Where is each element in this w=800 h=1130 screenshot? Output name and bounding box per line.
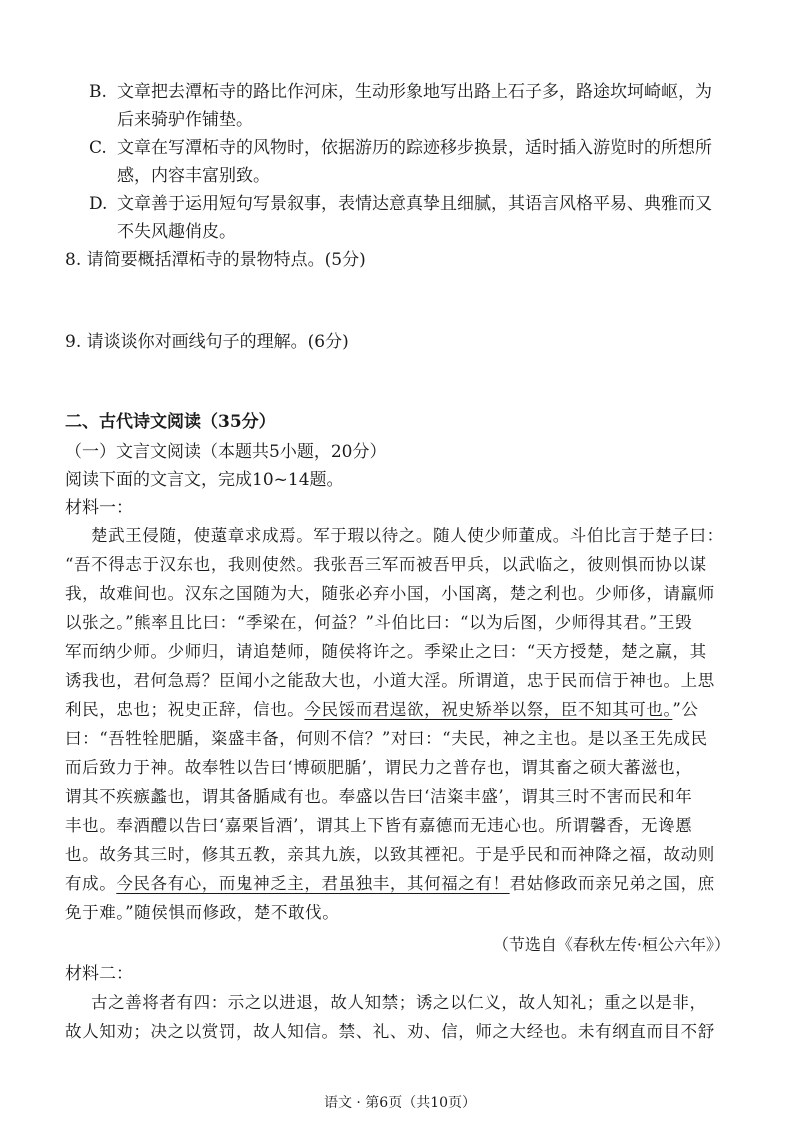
passage-text: ”公 xyxy=(672,700,699,719)
passage-line xyxy=(65,698,699,722)
underlined-sentence-2: 今民各有心，而鬼神乏主，君虽独丰，其何福之有！ xyxy=(116,874,510,893)
passage-line: 诱我也，君何急焉？臣闻小之能敌大也，小道大淫。所谓道，忠于民而信于神也。上思 xyxy=(65,671,715,690)
page-footer: 语文 · 第6页（共10页） xyxy=(323,1095,477,1111)
section-2-subsection: （一）文言文阅读（本题共5小题，20分） xyxy=(65,442,387,462)
option-c-line2: 感，内容丰富别致。 xyxy=(117,166,270,186)
question-9: 9. 请谈谈你对画线句子的理解。(6分) xyxy=(65,332,349,352)
passage-line: 楚武王侵随，使薳章求成焉。军于瑕以待之。随人使少师董成。斗伯比言于楚子曰： xyxy=(91,526,724,545)
source-citation: （节选自《春秋左传·桓公六年》） xyxy=(492,935,730,954)
passage-line: 而后致力于神。故奉牲以告曰‘博硕肥腯’，谓民力之普存也，谓其畜之硕大蕃滋也， xyxy=(65,758,693,777)
option-d-line2: 不失风趣俏皮。 xyxy=(117,222,236,242)
material-1-label: 材料一： xyxy=(65,498,133,518)
question-8: 8. 请简要概括潭柘寺的景物特点。(5分) xyxy=(65,250,366,270)
passage-line: 丰也。奉酒醴以告曰‘嘉栗旨酒’，谓其上下皆有嘉德而无违心也。所谓馨香，无谗慝 xyxy=(65,816,693,835)
passage-text: 君姑修政而亲兄弟之国，庶 xyxy=(509,874,715,893)
reading-instruction: 阅读下面的文言文，完成10~14题。 xyxy=(65,470,344,490)
option-b-line2: 后来骑驴作铺垫。 xyxy=(117,110,253,130)
passage-line: 军而纳少师。少师归，请追楚师，随侯将许之。季梁止之曰：“天方授楚，楚之羸，其 xyxy=(65,642,707,661)
passage-line xyxy=(65,872,715,896)
passage-text: 有成。 xyxy=(65,874,117,893)
passage-line: 免于难。”随侯惧而修政，楚不敢伐。 xyxy=(65,903,340,922)
option-d-line1: 文章善于运用短句写景叙事，表情达意真挚且细腻，其语言风格平易、典雅而又 xyxy=(117,194,712,214)
option-b-label: B. xyxy=(89,82,107,102)
passage-line: 故人知劝；决之以赏罚，故人知信。禁、礼、劝、信，师之大经也。未有纲直而目不舒 xyxy=(65,1022,715,1041)
option-c-label: C. xyxy=(89,138,107,158)
underlined-sentence-1: 今民馁而君逞欲，祝史矫举以祭，臣不知其可也。 xyxy=(304,700,673,719)
option-d-label: D. xyxy=(89,194,108,214)
option-b-line1: 文章把去潭柘寺的路比作河床，生动形象地写出路上石子多，路途坎坷崎岖，为 xyxy=(117,82,712,102)
passage-line: 曰：“吾牲牷肥腯，粢盛丰备，何则不信？”对曰：“夫民，神之主也。是以圣王先成民 xyxy=(65,729,708,748)
passage-line: 以张之。”熊率且比曰：“季梁在，何益？”斗伯比曰：“以为后图，少师得其君。”王毁 xyxy=(65,613,693,632)
passage-line: 谓其不疾瘯蠡也，谓其备腯咸有也。奉盛以告曰‘洁粢丰盛’，谓其三时不害而民和年 xyxy=(65,787,693,806)
passage-text: 利民，忠也；祝史正辞，信也。 xyxy=(65,700,305,719)
passage-line: 也。故务其三时，修其五教，亲其九族，以致其禋祀。于是乎民和而神降之福，故动则 xyxy=(65,845,715,864)
passage-line: 古之善将者有四：示之以进退，故人知禁；诱之以仁义，故人知礼；重之以是非， xyxy=(91,993,707,1012)
passage-line: “吾不得志于汉东也，我则使然。我张吾三军而被吾甲兵，以武临之，彼则惧而协以谋 xyxy=(65,555,707,574)
option-c-line1: 文章在写潭柘寺的风物时，依据游历的踪迹移步换景，适时插入游览时的所想所 xyxy=(117,138,712,158)
material-2-label: 材料二： xyxy=(65,964,133,984)
passage-line: 我，故难间也。汉东之国随为大，随张必弃小国，小国离，楚之利也。少师侈，请羸师 xyxy=(65,584,715,603)
section-2-title: 二、古代诗文阅读（35分） xyxy=(65,412,276,432)
